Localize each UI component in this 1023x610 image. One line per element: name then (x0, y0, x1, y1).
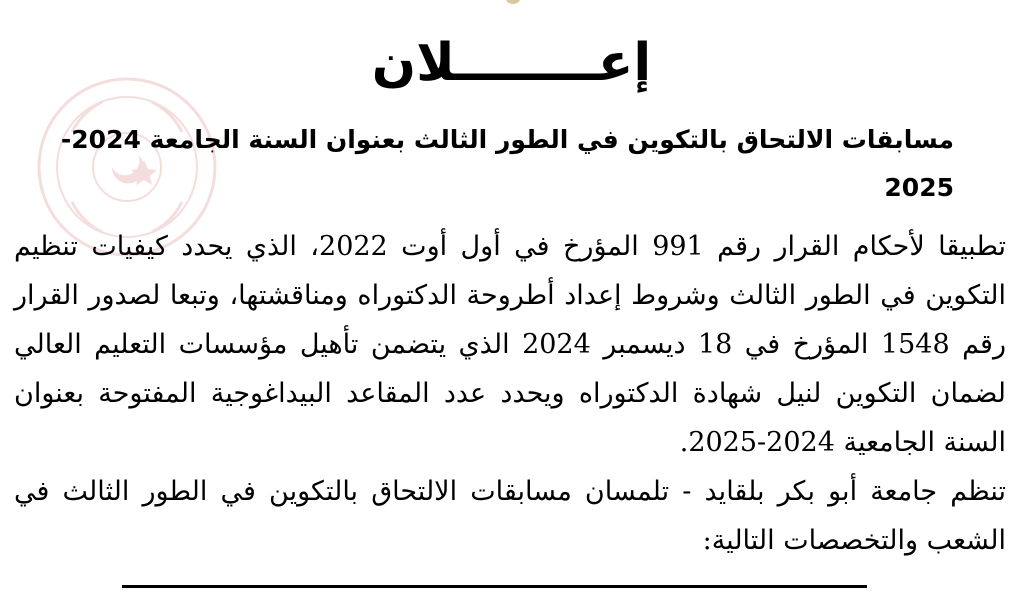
announcement-title: إعــــــــلان (371, 33, 652, 93)
paragraph-university-organizes: تنظم جامعة أبو بكر بلقايد - تلمسان مسابقات الالتحاق بالتكوين في الطور الثالث في الشعب والتخصصات التالية: (14, 476, 1006, 556)
emblem-fragment-icon (506, 0, 520, 4)
announcement-body (14, 222, 1006, 565)
announcement-subtitle: مسابقات الالتحاق بالتكوين في الطور الثالث بعنوان السنة الجامعة 2024-2025 (60, 125, 954, 202)
paragraph-decree-reference: تطبيقا لأحكام القرار رقم 991 المؤرخ في أول أوت 2022، الذي يحدد كيفيات تنظيم التكوين في الطور الثالث وشروط إعداد أطروحة الدكتوراه ومناقشتها، وتبعا لصدور القرار رقم 1548 المؤرخ في 18 ديسمبر 2024 الذي يتضمن تأهيل مؤسسات التعليم العالي لضمان التكوين لنيل شهادة الدكتوراه ويحدد عدد المقاعد البيداغوجية المفتوحة بعنوان السنة الجامعية 2024-2025. (14, 231, 1007, 458)
horizontal-divider (122, 585, 867, 588)
